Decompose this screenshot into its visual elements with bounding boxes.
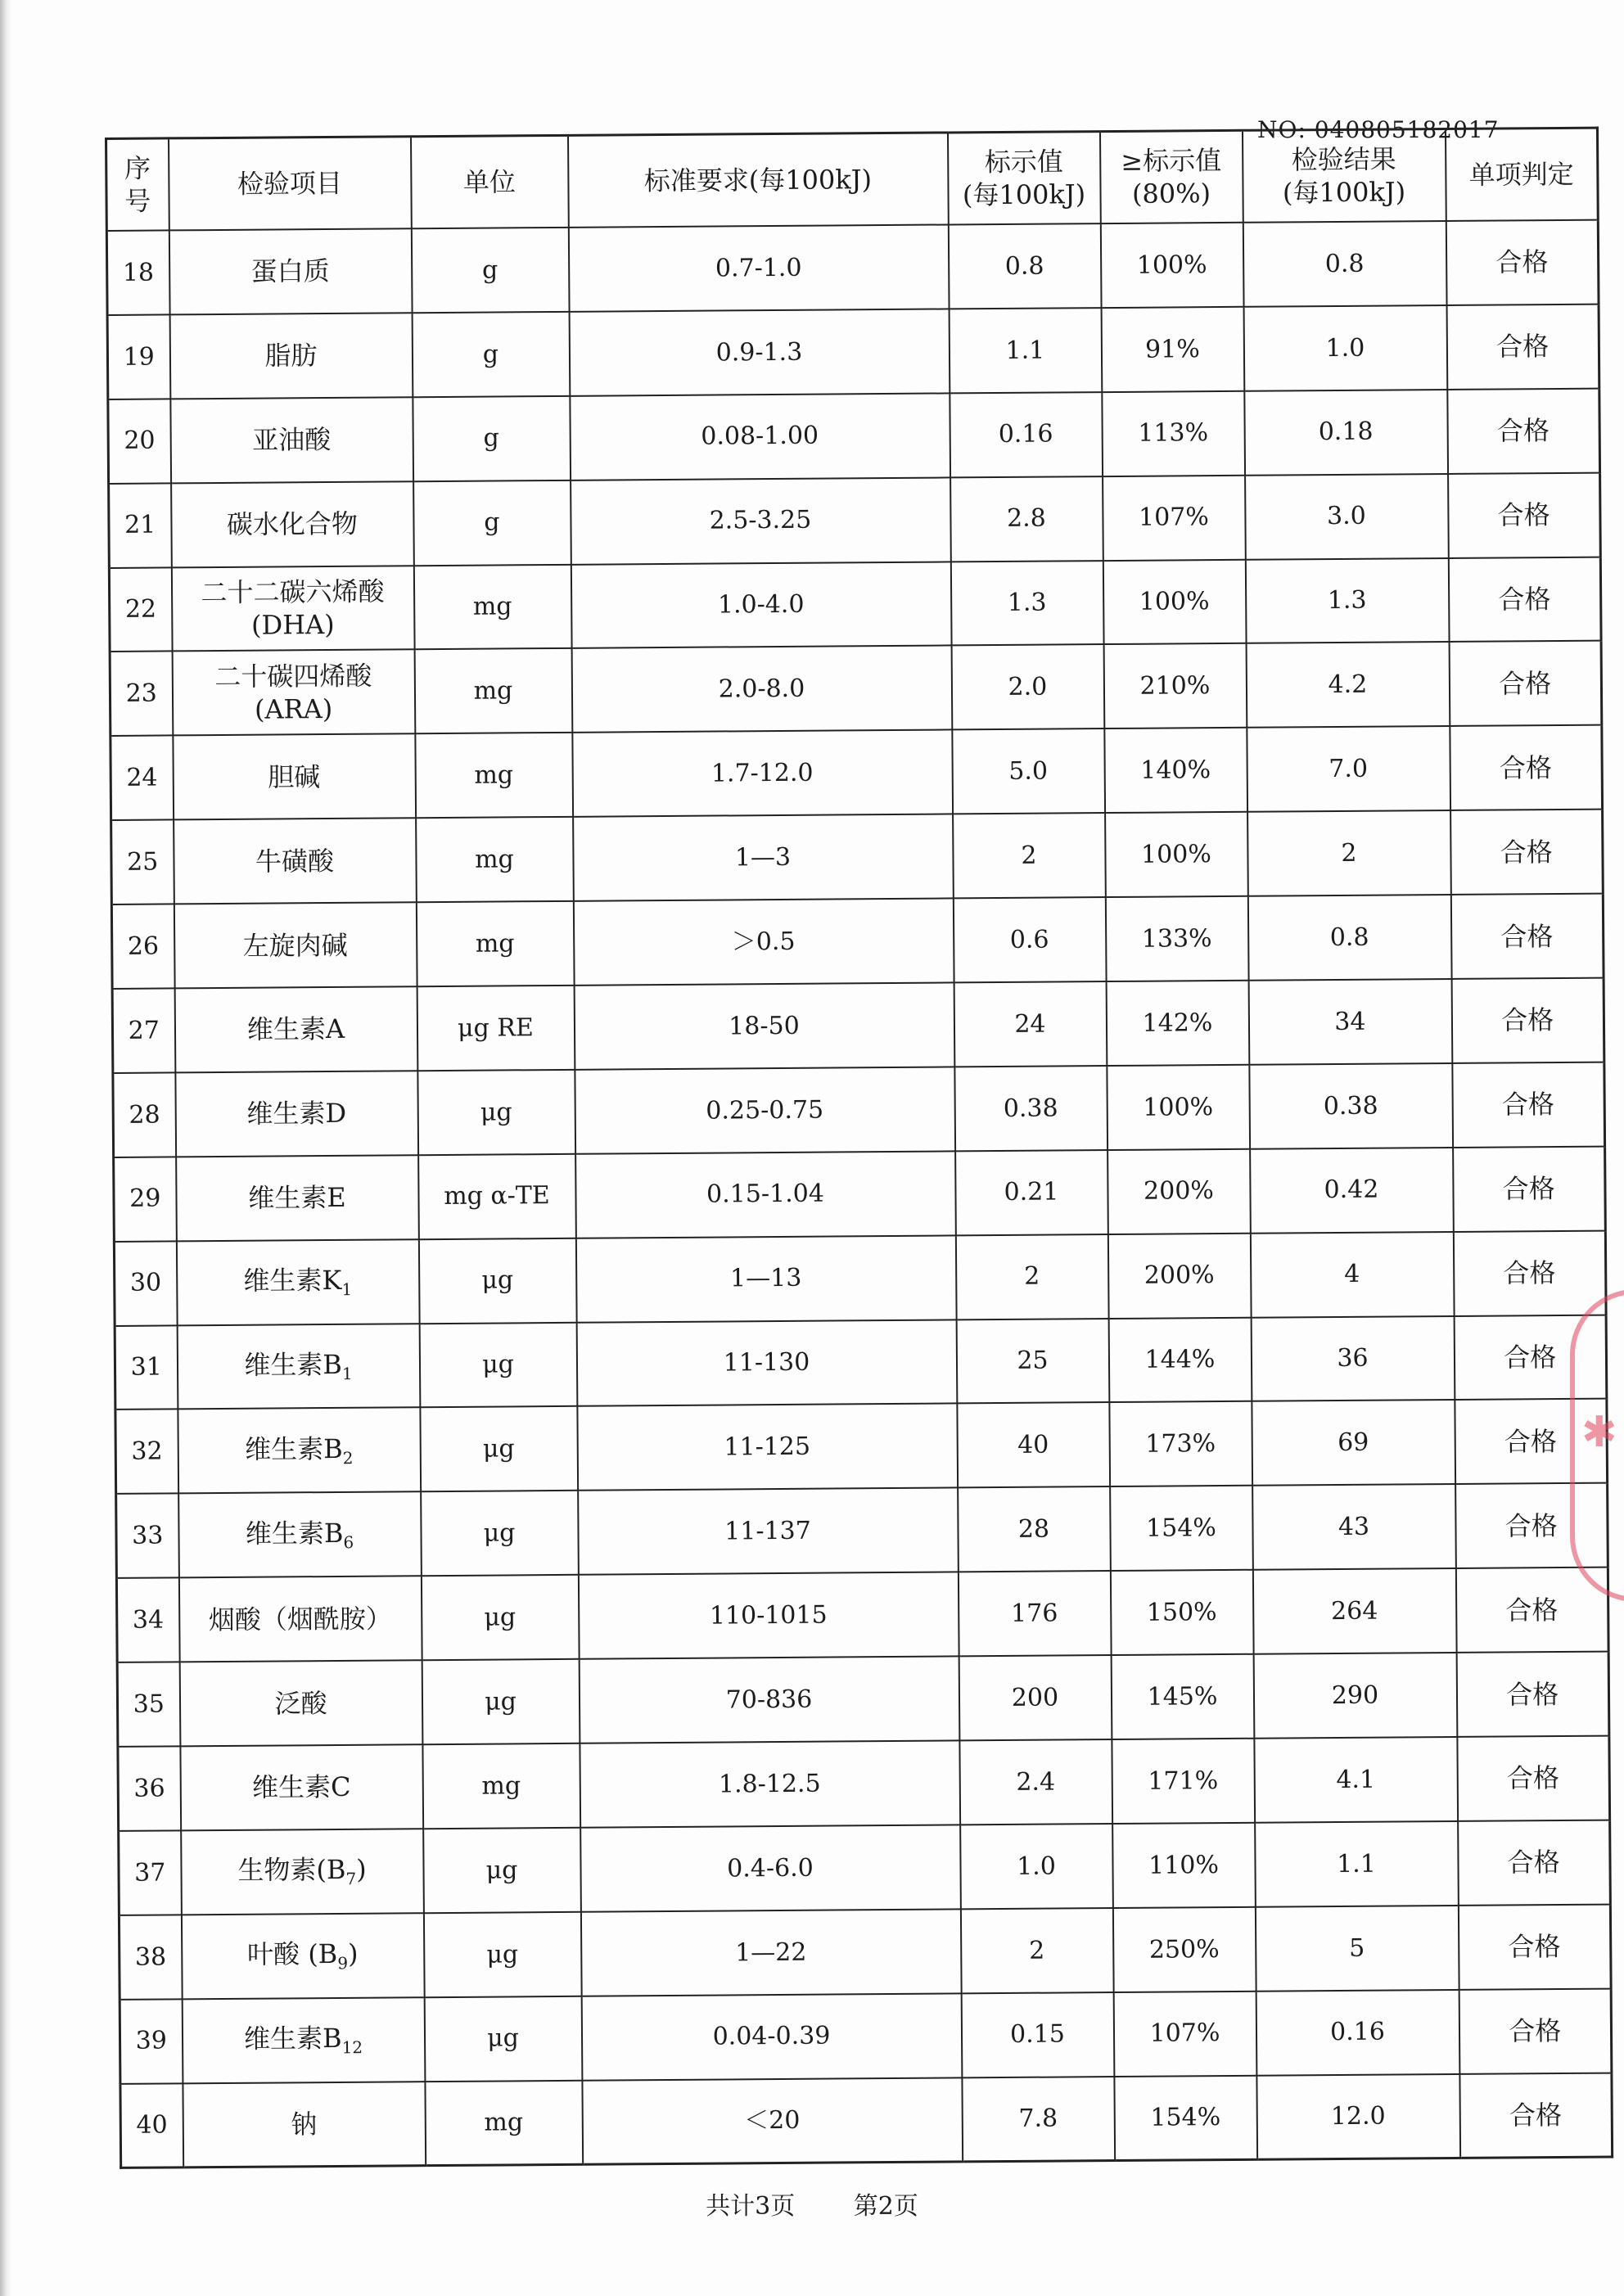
- cell-label-value: 0.15: [961, 1992, 1114, 2077]
- cell-ratio: 100%: [1107, 1065, 1250, 1150]
- item-name: 烟酸（烟酰胺）: [208, 1603, 392, 1635]
- cell-item: [180, 1744, 423, 1830]
- cell-index: 38: [119, 1915, 182, 1999]
- cell-index: 40: [120, 2083, 183, 2168]
- cell-ratio: 100%: [1105, 812, 1248, 897]
- cell-result: 0.38: [1249, 1063, 1453, 1149]
- cell-result: 34: [1248, 979, 1452, 1065]
- cell-result: 0.8: [1243, 221, 1446, 307]
- cell-unit: μg: [423, 1828, 581, 1913]
- cell-item: [171, 481, 414, 567]
- cell-standard: 0.7-1.0: [568, 224, 949, 311]
- cell-label-value: 2.0: [951, 645, 1104, 730]
- document-number: NO: 040805182017: [1257, 116, 1500, 143]
- cell-standard: 1—3: [573, 814, 954, 901]
- cell-verdict: 合格: [1446, 220, 1599, 305]
- item-subscript: 7: [345, 1869, 357, 1889]
- cell-item: [176, 1239, 419, 1325]
- cell-ratio: 200%: [1107, 1149, 1251, 1234]
- header-standard: 标准要求(每100kJ): [567, 133, 948, 228]
- cell-result: 69: [1252, 1400, 1455, 1486]
- cell-verdict: 合格: [1451, 978, 1604, 1063]
- cell-item: [182, 1997, 425, 2083]
- item-subscript: 6: [343, 1531, 354, 1552]
- item-name: 泛酸: [274, 1687, 327, 1720]
- cell-item: [177, 1324, 420, 1410]
- cell-index: 33: [116, 1494, 179, 1578]
- item-name: 脂肪: [264, 340, 318, 372]
- cell-item: [175, 1071, 418, 1157]
- cell-verdict: 合格: [1457, 1736, 1610, 1821]
- item-name: 亚油酸: [252, 424, 332, 456]
- cell-standard: 0.04-0.39: [581, 1993, 962, 2080]
- cell-item: [179, 1660, 422, 1746]
- scan-edge-shadow: [0, 0, 11, 2296]
- table-row: [119, 1904, 1611, 1999]
- cell-unit: μg RE: [417, 986, 575, 1071]
- header-result-line1: 检验结果: [1291, 143, 1396, 176]
- cell-result: 264: [1252, 1568, 1456, 1654]
- item-name-tail: ): [347, 1937, 359, 1969]
- cell-ratio: 144%: [1108, 1317, 1252, 1402]
- item-name: 蛋白质: [250, 255, 330, 288]
- cell-standard: ＞0.5: [573, 899, 954, 986]
- table-body: [106, 220, 1612, 2168]
- cell-label-value: 1.3: [950, 561, 1103, 646]
- cell-label-value: 0.6: [953, 897, 1106, 982]
- cell-result: 2: [1247, 810, 1451, 896]
- cell-ratio: 150%: [1110, 1570, 1253, 1655]
- cell-label-value: 5.0: [952, 728, 1105, 814]
- item-name: 维生素B: [243, 2022, 342, 2055]
- item-name: 维生素A: [246, 1013, 345, 1046]
- cell-item: [176, 1155, 419, 1241]
- table-row: [111, 894, 1604, 989]
- cell-item: [174, 818, 417, 904]
- cell-result: 4.1: [1254, 1737, 1458, 1823]
- cell-result: 4.2: [1246, 642, 1450, 728]
- table-row: [114, 1230, 1606, 1325]
- cell-unit: μg: [421, 1491, 579, 1576]
- cell-ratio: 145%: [1111, 1654, 1254, 1739]
- cell-result: 43: [1252, 1484, 1456, 1570]
- item-name: 胆碱: [268, 760, 321, 793]
- cell-unit: mg: [413, 564, 571, 649]
- cell-item: [171, 566, 414, 652]
- table-row: [119, 1820, 1611, 1915]
- item-name: 维生素B: [244, 1432, 343, 1465]
- cell-standard: 1.8-12.5: [580, 1740, 960, 1827]
- header-index: 序号: [106, 138, 169, 231]
- cell-unit: μg: [421, 1575, 579, 1660]
- cell-result: 0.42: [1250, 1148, 1454, 1234]
- cell-index: 28: [113, 1072, 176, 1157]
- cell-item: [173, 734, 416, 820]
- cell-verdict: 合格: [1459, 1988, 1612, 2073]
- cell-index: 19: [107, 314, 170, 399]
- cell-standard: 70-836: [579, 1657, 959, 1743]
- cell-verdict: 合格: [1459, 2073, 1613, 2158]
- cell-unit: mg: [422, 1743, 580, 1829]
- header-label-value-line1: 标示值: [984, 146, 1063, 178]
- seal-star-icon: ✱: [1581, 1408, 1617, 1457]
- cell-ratio: 133%: [1105, 896, 1248, 981]
- item-name: 左旋肉碱: [242, 929, 348, 962]
- cell-standard: 2.0-8.0: [571, 646, 952, 733]
- cell-ratio: 154%: [1110, 1486, 1253, 1571]
- inspection-results-table: [105, 127, 1613, 2170]
- table-row: [106, 220, 1599, 315]
- cell-ratio: 91%: [1101, 307, 1244, 392]
- cell-verdict: 合格: [1450, 810, 1604, 895]
- cell-unit: μg: [423, 1912, 581, 1997]
- cell-label-value: 0.8: [948, 223, 1101, 309]
- cell-label-value: 2.4: [959, 1739, 1112, 1825]
- cell-ratio: 171%: [1112, 1739, 1255, 1824]
- item-name: 维生素C: [251, 1771, 351, 1804]
- cell-unit: mg: [416, 817, 574, 902]
- cell-standard: 2.5-3.25: [571, 477, 951, 564]
- cell-label-value: 176: [958, 1571, 1111, 1656]
- table-row: [116, 1568, 1608, 1662]
- cell-label-value: 24: [954, 981, 1107, 1067]
- cell-standard: 110-1015: [578, 1572, 959, 1659]
- header-ratio: [1099, 130, 1243, 223]
- cell-unit: mg: [414, 648, 572, 733]
- item-name: 二十二碳六烯酸: [201, 575, 385, 609]
- table-row: [117, 1652, 1609, 1747]
- cell-result: 36: [1251, 1316, 1455, 1402]
- cell-ratio: 142%: [1106, 981, 1249, 1066]
- cell-verdict: 合格: [1458, 1904, 1611, 1989]
- cell-ratio: 210%: [1103, 643, 1247, 728]
- cell-ratio: 200%: [1107, 1233, 1251, 1318]
- cell-label-value: 2: [955, 1234, 1108, 1319]
- table-row: [109, 472, 1601, 567]
- table-row: [114, 1146, 1606, 1241]
- cell-verdict: 合格: [1454, 1315, 1607, 1400]
- cell-index: 22: [109, 567, 172, 652]
- cell-label-value: 7.8: [962, 2077, 1115, 2163]
- item-name: 维生素B: [245, 1517, 344, 1549]
- header-ratio-line1: ≥标示值: [1121, 145, 1222, 177]
- item-name: 维生素E: [248, 1182, 346, 1214]
- cell-standard: 0.15-1.04: [575, 1151, 956, 1238]
- cell-ratio: 140%: [1104, 728, 1247, 813]
- cell-ratio: 113%: [1102, 391, 1245, 476]
- cell-result: 7.0: [1247, 726, 1450, 812]
- header-item: 检验项目: [169, 137, 412, 231]
- table-row: [111, 725, 1603, 820]
- table-row: [120, 1988, 1612, 2083]
- item-subscript: 1: [341, 1279, 353, 1300]
- cell-verdict: 合格: [1458, 1820, 1611, 1905]
- item-name: 叶酸 (B: [246, 1938, 338, 1970]
- cell-standard: 1.7-12.0: [572, 730, 953, 817]
- cell-verdict: 合格: [1453, 1230, 1606, 1315]
- cell-verdict: 合格: [1455, 1483, 1608, 1568]
- cell-unit: μg: [419, 1322, 577, 1407]
- table-row: [110, 641, 1602, 736]
- item-name: 牛磺酸: [255, 845, 335, 877]
- cell-standard: 11-137: [578, 1488, 959, 1575]
- cell-label-value: 1.1: [949, 308, 1102, 393]
- item-name-tail: ): [356, 1853, 367, 1885]
- cell-index: 26: [111, 904, 174, 989]
- cell-result: 4: [1250, 1232, 1454, 1318]
- cell-label-value: 0.21: [955, 1150, 1108, 1235]
- table-row: [108, 388, 1600, 483]
- cell-index: 18: [106, 230, 169, 314]
- table-row: [118, 1736, 1610, 1831]
- footer-total-pages: 共计3页: [706, 2192, 796, 2221]
- table-row: [113, 1062, 1605, 1157]
- cell-index: 25: [111, 820, 174, 904]
- cell-standard: 0.25-0.75: [575, 1067, 955, 1153]
- cell-unit: g: [413, 396, 571, 481]
- cell-index: 35: [117, 1662, 180, 1747]
- page-footer: [0, 2185, 1624, 2222]
- cell-index: 30: [114, 1241, 177, 1325]
- cell-label-value: 0.16: [950, 392, 1103, 477]
- cell-standard: ＜20: [582, 2077, 963, 2165]
- cell-ratio: 250%: [1112, 1907, 1256, 1992]
- cell-item: [183, 2082, 426, 2168]
- cell-result: 290: [1253, 1653, 1457, 1739]
- item-name: 生物素(B: [237, 1854, 346, 1887]
- cell-unit: mg: [425, 2080, 583, 2166]
- cell-verdict: 合格: [1446, 304, 1599, 390]
- cell-verdict: 合格: [1452, 1062, 1605, 1148]
- cell-index: 27: [112, 988, 175, 1072]
- table-row: [116, 1483, 1608, 1578]
- item-name-line2: (DHA): [250, 608, 335, 641]
- item-name: 二十碳四烯酸(ARA): [214, 660, 372, 725]
- cell-label-value: 25: [956, 1319, 1109, 1404]
- cell-index: 31: [115, 1325, 178, 1410]
- table-row: [120, 2073, 1613, 2168]
- cell-result: 1.1: [1255, 1821, 1459, 1907]
- table-header-row: [106, 128, 1599, 231]
- cell-verdict: 合格: [1456, 1652, 1609, 1737]
- cell-standard: 0.08-1.00: [570, 393, 950, 480]
- cell-result: 1.0: [1243, 305, 1447, 391]
- cell-result: 1.3: [1245, 558, 1449, 644]
- cell-unit: μg: [422, 1659, 580, 1744]
- cell-ratio: 110%: [1112, 1823, 1256, 1908]
- cell-unit: mg: [415, 733, 573, 818]
- cell-label-value: 2.8: [950, 476, 1103, 562]
- item-subscript: 12: [341, 2037, 363, 2058]
- cell-standard: 1—13: [575, 1235, 956, 1322]
- cell-result: 3.0: [1245, 474, 1449, 560]
- cell-unit: g: [413, 480, 571, 566]
- item-name: 钠: [291, 2109, 318, 2140]
- cell-item: [181, 1913, 424, 1999]
- header-result: [1242, 129, 1446, 222]
- cell-item: [174, 986, 417, 1072]
- cell-index: 34: [116, 1578, 179, 1662]
- item-subscript: 9: [337, 1953, 349, 1973]
- cell-index: 21: [109, 483, 172, 567]
- cell-ratio: 100%: [1103, 559, 1246, 644]
- cell-unit: mg: [416, 901, 574, 986]
- cell-item: [178, 1408, 421, 1494]
- item-name: 碳水化合物: [226, 507, 359, 541]
- cell-verdict: 合格: [1448, 557, 1601, 642]
- cell-label-value: 200: [959, 1655, 1112, 1740]
- cell-verdict: 合格: [1453, 1146, 1606, 1231]
- cell-unit: g: [412, 312, 570, 397]
- cell-index: 39: [120, 1999, 183, 2083]
- cell-standard: 18-50: [574, 982, 954, 1069]
- cell-index: 24: [111, 736, 174, 820]
- cell-item: [170, 397, 413, 483]
- cell-index: 20: [108, 399, 171, 483]
- header-ratio-line2: (80%): [1131, 178, 1211, 210]
- cell-item: [169, 313, 413, 399]
- cell-index: 23: [110, 652, 173, 736]
- cell-label-value: 28: [958, 1486, 1111, 1572]
- cell-verdict: 合格: [1449, 641, 1602, 726]
- table-row: [112, 978, 1604, 1073]
- cell-ratio: 100%: [1100, 223, 1243, 308]
- cell-label-value: 2: [960, 1908, 1113, 1993]
- cell-item: [172, 650, 415, 736]
- cell-verdict: 合格: [1448, 472, 1601, 557]
- cell-result: 0.8: [1247, 895, 1451, 981]
- cell-item: [178, 1492, 422, 1578]
- cell-index: 37: [119, 1830, 182, 1915]
- cell-ratio: 173%: [1109, 1401, 1252, 1486]
- cell-result: 0.16: [1256, 1990, 1459, 2076]
- cell-result: 12.0: [1256, 2074, 1460, 2160]
- cell-verdict: 合格: [1450, 725, 1603, 810]
- item-name: 维生素B: [244, 1348, 343, 1381]
- cell-unit: g: [411, 228, 569, 313]
- cell-result: 0.18: [1244, 390, 1448, 476]
- cell-label-value: 1.0: [960, 1824, 1113, 1909]
- cell-ratio: 107%: [1103, 475, 1246, 560]
- cell-standard: 11-130: [576, 1319, 957, 1406]
- cell-unit: μg: [417, 1070, 575, 1155]
- cell-item: [181, 1829, 424, 1915]
- cell-unit: mg α-TE: [418, 1154, 576, 1239]
- cell-label-value: 0.38: [954, 1066, 1107, 1151]
- cell-label-value: 40: [957, 1403, 1110, 1488]
- cell-index: 29: [114, 1157, 177, 1241]
- table-row: [115, 1315, 1607, 1410]
- cell-standard: 1—22: [580, 1909, 961, 1996]
- item-name: 维生素D: [246, 1098, 347, 1130]
- header-result-line2: (每100kJ): [1282, 176, 1406, 209]
- table-row: [111, 810, 1604, 904]
- cell-ratio: 107%: [1113, 1991, 1256, 2076]
- table-row: [109, 557, 1601, 652]
- footer-current-page: 第2页: [853, 2192, 918, 2221]
- header-label-value: [947, 132, 1100, 225]
- cell-item: [174, 902, 417, 988]
- cell-result: 5: [1255, 1906, 1459, 1992]
- cell-standard: 0.4-6.0: [580, 1825, 961, 1911]
- cell-item: [178, 1576, 422, 1662]
- cell-index: 32: [115, 1410, 178, 1494]
- cell-unit: μg: [418, 1238, 576, 1324]
- cell-item: [169, 228, 412, 314]
- table-row: [107, 304, 1599, 399]
- cell-index: 36: [118, 1746, 181, 1830]
- cell-unit: μg: [420, 1406, 578, 1491]
- table-row: [115, 1399, 1608, 1494]
- header-unit: 单位: [411, 135, 569, 228]
- item-name: 维生素K: [243, 1264, 342, 1297]
- cell-verdict: 合格: [1455, 1399, 1608, 1484]
- item-subscript: 1: [341, 1364, 353, 1384]
- cell-verdict: 合格: [1447, 388, 1600, 473]
- cell-unit: μg: [424, 1996, 582, 2081]
- cell-ratio: 154%: [1114, 2075, 1257, 2161]
- item-subscript: 2: [342, 1447, 354, 1468]
- header-label-value-line2: (每100kJ): [962, 178, 1086, 211]
- header-verdict: 单项判定: [1445, 128, 1598, 221]
- cell-label-value: 2: [953, 813, 1106, 898]
- cell-standard: 11-125: [577, 1404, 958, 1491]
- cell-standard: 1.0-4.0: [571, 562, 951, 648]
- cell-standard: 0.9-1.3: [569, 309, 950, 395]
- cell-verdict: 合格: [1450, 894, 1604, 979]
- cell-verdict: 合格: [1455, 1568, 1608, 1653]
